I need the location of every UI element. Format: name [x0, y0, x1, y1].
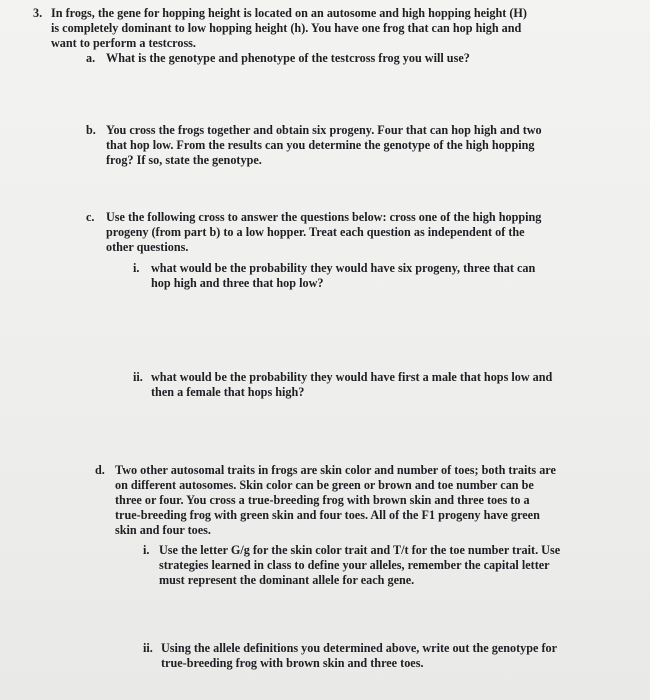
part-c-ii-text: what would be the probability they would have first a male that hops low and then a female that hops high? — [151, 370, 553, 399]
subpart-label: ii. — [143, 641, 153, 655]
part-label: b. — [86, 123, 96, 137]
part-d-text: Two other autosomal traits in frogs are skin color and number of toes; both traits are on different autosomes. Skin color can be green or brown and toe number can be three or four. You cross a true-breeding frog with brown skin and three toes to a true-breeding frog with green skin and four toes. All of the F1 progeny have green skin and four toes. — [115, 463, 556, 537]
part-c-text: Use the following cross to answer the questions below: cross one of the high hopping progeny (from part b) to a low hopper. Treat each question as independent of the other questions. — [106, 210, 542, 254]
part-label: d. — [95, 463, 105, 477]
question-number: 3. — [33, 6, 43, 20]
part-c-i-text: what would be the probability they would have six progeny, three that can hop high and three that hop low? — [151, 261, 536, 290]
part-label: c. — [86, 210, 95, 224]
question-intro: In frogs, the gene for hopping height is located on an autosome and high hopping height (H) is completely dominant to low hopping height (h). You have one frog that can hop high and want to perform a testcross. — [51, 6, 527, 50]
part-d-ii-text: Using the allele definitions you determined above, write out the genotype for true-breeding frog with brown skin and three toes. — [161, 641, 558, 670]
part-b-text: You cross the frogs together and obtain six progeny. Four that can hop high and two that hop low. From the results can you determine the genotype of the high hopping frog? If so, state the genotype. — [106, 123, 542, 167]
subpart-label: ii. — [133, 370, 143, 384]
subpart-label: i. — [133, 261, 140, 275]
part-d-i-text: Use the letter G/g for the skin color trait and T/t for the toe number trait. Use strategies learned in class to define your alleles, remember the capital letter must represent the dominant allele for each gene. — [159, 543, 561, 587]
subpart-label: i. — [143, 543, 150, 557]
part-label: a. — [86, 51, 96, 65]
part-a-text: What is the genotype and phenotype of the testcross frog you will use? — [106, 51, 470, 65]
